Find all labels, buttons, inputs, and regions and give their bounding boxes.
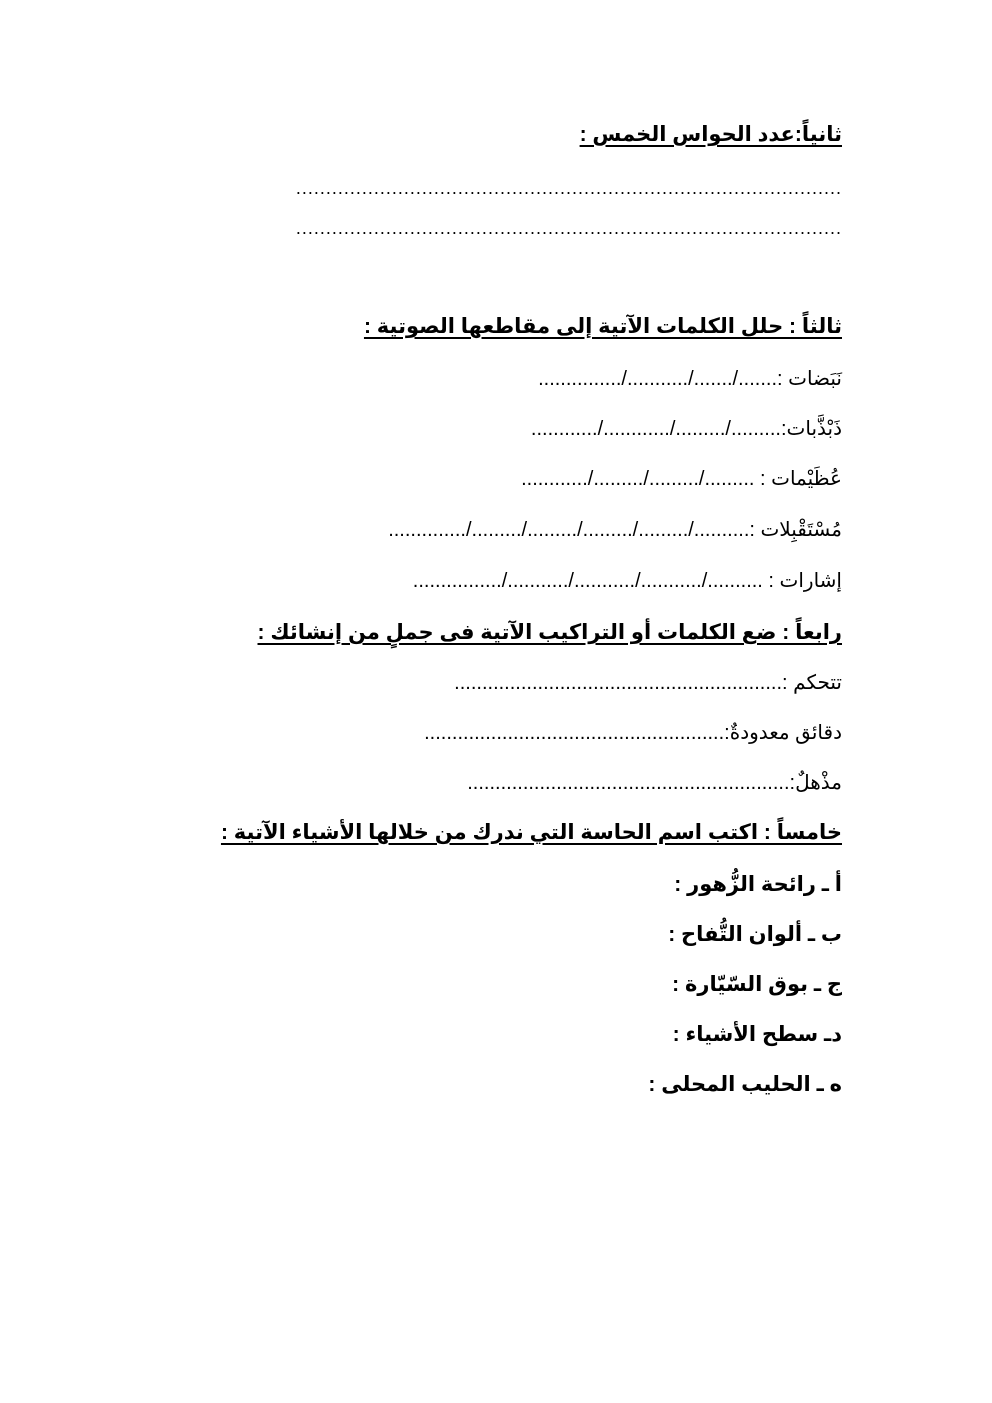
section3-item-uzaymat: عُظَيْمات : ........./........./........./............ [521, 468, 842, 490]
section2-answer-line-2: ........................................................................................... [295, 218, 842, 238]
section5-heading: خامساً : اكتب اسم الحاسة التي ندرك من خلالها الأشياء الآتية : [220, 821, 842, 844]
section3-heading: ثالثاً : حلل الكلمات الآتية إلى مقاطعها الصوتية : [363, 315, 842, 338]
section4-item-daqaiq: دقائق معدودةٌ:...................................................... [424, 722, 842, 744]
section3-item-dhabdhabat: ذَبْذَّبات:........./........./............/............ [530, 418, 842, 440]
section4-item-tatahakkam: تتحكم :........................................................... [454, 672, 842, 694]
section5-item-a: أ ـ رائحة الزُّهور : [674, 873, 842, 896]
section3-item-isharat: إشارات : ........../.........../.........../.........../................ [412, 570, 842, 592]
section3-item-nabadat: نَبَضات :......./......./.........../............... [538, 368, 842, 390]
section5-item-h: ه ـ الحليب المحلى : [648, 1073, 842, 1096]
section2-answer-line-1: ........................................................................................... [295, 178, 842, 198]
section3-item-mustaqbalat: مُسْتَقْبِلات :........../........./........./........./........./.............. [388, 519, 842, 541]
section4-item-mudhhil: مذْهلٌ:.......................................................... [467, 772, 842, 794]
section4-heading: رابعاً : ضع الكلمات أو التراكيب الآتية فى جملٍ من إنشائك : [257, 621, 842, 644]
section5-item-d: دـ سطح الأشياء : [672, 1023, 842, 1046]
section2-heading: ثانياً:عدد الحواس الخمس : [579, 123, 842, 146]
section5-item-b: ب ـ ألوان التُّفاح : [668, 923, 842, 946]
section5-item-j: ج ـ بوق السّيّارة : [672, 973, 842, 996]
